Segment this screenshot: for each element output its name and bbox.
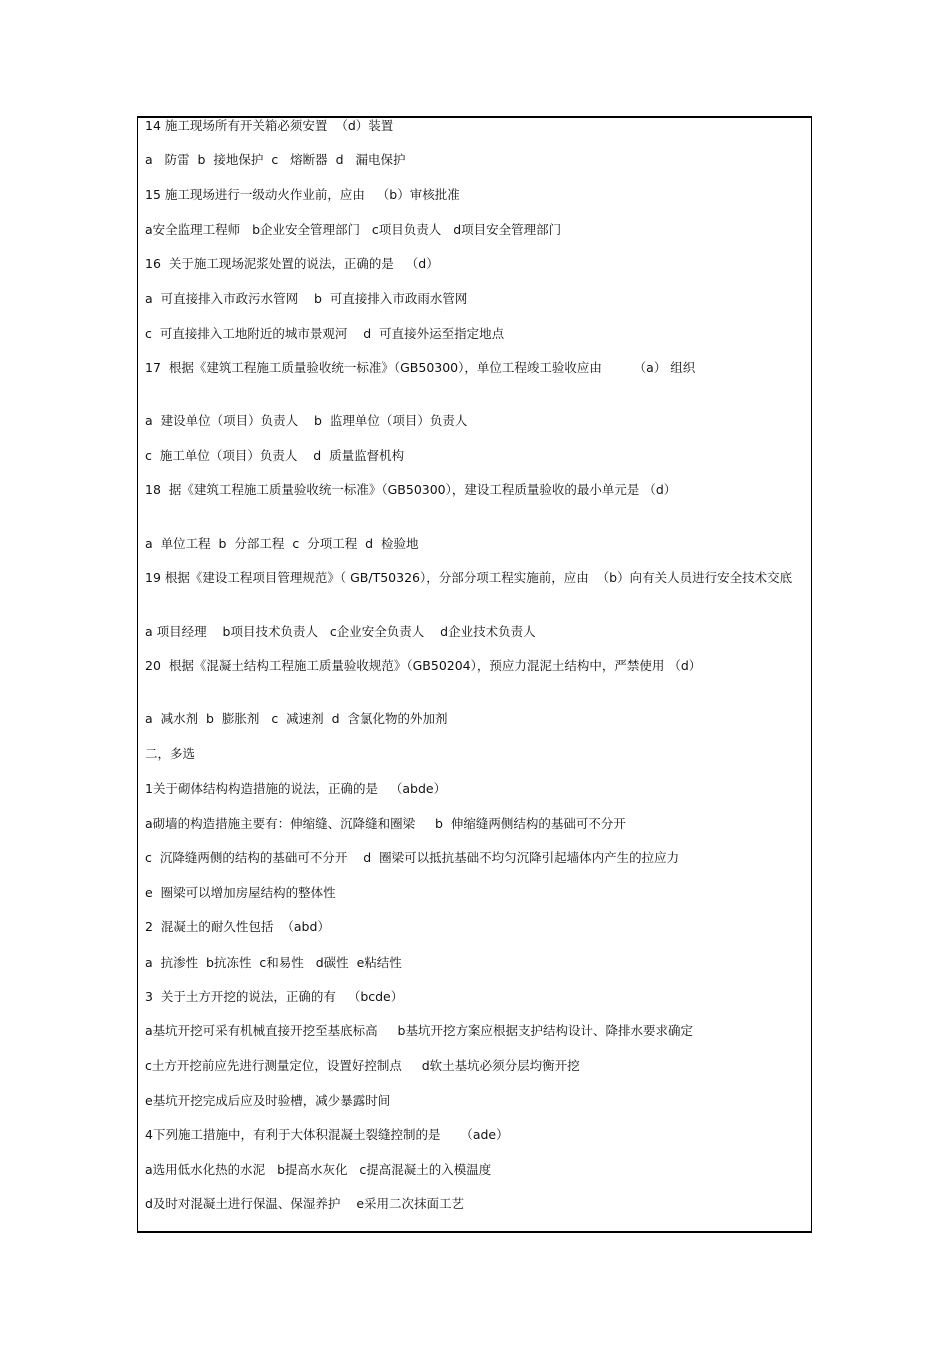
question-15-text: 15 施工现场进行一级动火作业前，应由 （b）审核批准 <box>145 187 460 202</box>
question-16-options-ab: a 可直接排入市政污水管网 b 可直接排入市政雨水管网 <box>145 291 468 306</box>
multi-question-4-options-abc: a选用低水化热的水泥 b提高水灰化 c提高混凝土的入模温度 <box>145 1162 492 1177</box>
question-19-text: 19 根据《建设工程项目管理规范》（ GB/T50326），分部分项工程实施前，应由 （b）向有关人员进行安全技术交底 <box>145 570 793 585</box>
multi-question-1-option-e: e 圈梁可以增加房屋结构的整体性 <box>145 885 336 900</box>
multi-question-3-options-ab: a基坑开挖可采有机械直接开挖至基底标高 b基坑开挖方案应根据支护结构设计、降排水要求确定 <box>145 1023 693 1038</box>
multi-question-4-options-de: d及时对混凝土进行保温、保湿养护 e采用二次抹面工艺 <box>145 1196 465 1211</box>
question-20-options: a 减水剂 b 膨胀剂 c 减速剂 d 含氯化物的外加剂 <box>145 711 448 726</box>
question-17-options-ab: a 建设单位（项目）负责人 b 监理单位（项目）负责人 <box>145 413 468 428</box>
question-14-text: 14 施工现场所有开关箱必须安置 （d）装置 <box>145 118 394 133</box>
question-20-text: 20 根据《混凝土结构工程施工质量验收规范》（GB50204），预应力混泥土结构中，严禁使用 （d） <box>145 658 702 673</box>
question-17-options-cd: c 施工单位（项目）负责人 d 质量监督机构 <box>145 448 405 463</box>
question-18-options: a 单位工程 b 分部工程 c 分项工程 d 检验地 <box>145 536 419 551</box>
question-16-options-cd: c 可直接排入工地附近的城市景观河 d 可直接外运至指定地点 <box>145 326 505 341</box>
question-15-options: a安全监理工程师 b企业安全管理部门 c项目负责人 d项目安全管理部门 <box>145 222 562 237</box>
question-14-options: a 防雷 b 接地保护 c 熔断器 d 漏电保护 <box>145 152 406 167</box>
multi-question-2-options: a 抗渗性 b抗冻性 c和易性 d碳性 e粘结性 <box>145 955 402 970</box>
multi-question-2-text: 2 混凝土的耐久性包括 （abd） <box>145 919 330 934</box>
question-18-text: 18 据《建筑工程施工质量验收统一标准》（GB50300），建设工程质量验收的最小单元是 （d） <box>145 482 677 497</box>
question-17-text: 17 根据《建筑工程施工质量验收统一标准》（GB50300），单位工程竣工验收应由 （a） 组织 <box>145 360 696 375</box>
multi-question-4-text: 4下列施工措施中，有利于大体积混凝土裂缝控制的是 （ade） <box>145 1127 509 1142</box>
question-19-options: a 项目经理 b项目技术负责人 c企业安全负责人 d企业技术负责人 <box>145 624 536 639</box>
multi-question-1-text: 1关于砌体结构构造措施的说法，正确的是 （abde） <box>145 781 447 796</box>
multi-question-1-options-ab: a砌墙的构造措施主要有：伸缩缝、沉降缝和圈梁 b 伸缩缝两侧结构的基础可不分开 <box>145 816 626 831</box>
multi-question-3-text: 3 关于土方开挖的说法，正确的有 （bcde） <box>145 989 404 1004</box>
multi-question-3-option-e: e基坑开挖完成后应及时验槽，减少暴露时间 <box>145 1093 391 1108</box>
multi-question-1-options-cd: c 沉降缝两侧的结构的基础可不分开 d 圈梁可以抵抗基础不均匀沉降引起墙体内产生的拉应力 <box>145 850 680 865</box>
section-heading-multiple-choice: 二，多选 <box>145 746 196 761</box>
multi-question-3-options-cd: c土方开挖前应先进行测量定位，设置好控制点 d软土基坑必须分层均衡开挖 <box>145 1058 580 1073</box>
question-16-text: 16 关于施工现场泥浆处置的说法，正确的是 （d） <box>145 256 439 271</box>
